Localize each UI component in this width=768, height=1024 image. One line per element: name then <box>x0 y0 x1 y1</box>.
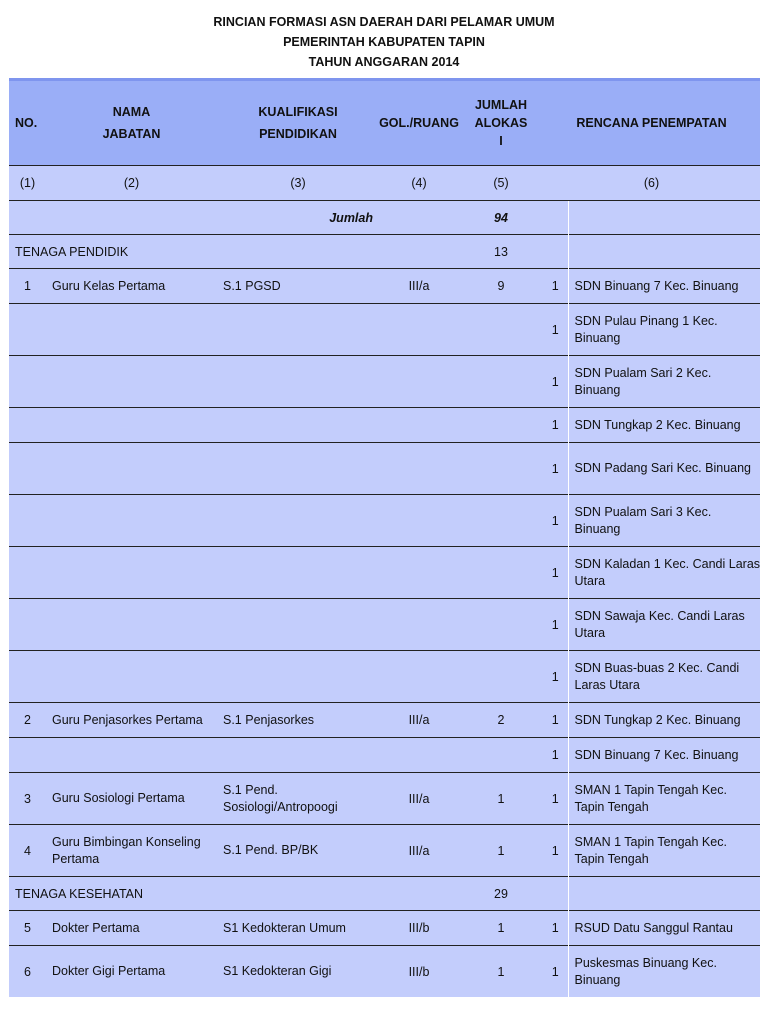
cell-rencana-penempatan: SDN Pualam Sari 3 Kec. Binuang <box>568 495 760 547</box>
header-jum-line-3: I <box>499 134 503 148</box>
cell-kualifikasi <box>217 304 379 356</box>
empty-cell <box>568 201 760 235</box>
cell-no <box>9 547 46 599</box>
header-jumlah-alokasi <box>459 80 543 166</box>
cell-rencana-penempatan: SDN Padang Sari Kec. Binuang <box>568 443 760 495</box>
header-rencana-penempatan: RENCANA PENEMPATAN <box>543 80 760 166</box>
cell-jumlah: 9 <box>459 269 543 304</box>
index-row <box>9 166 760 201</box>
table-row <box>9 946 760 998</box>
empty-cell <box>543 201 568 235</box>
cell-gol-ruang: III/a <box>379 269 459 304</box>
cell-count: 1 <box>543 738 568 773</box>
index-cell: (4) <box>379 166 459 201</box>
cell-gol-ruang: III/b <box>379 946 459 998</box>
cell-nama-jabatan <box>46 443 217 495</box>
cell-count: 1 <box>543 911 568 946</box>
cell-nama-jabatan <box>46 547 217 599</box>
cell-gol-ruang <box>379 738 459 773</box>
cell-count: 1 <box>543 356 568 408</box>
cell-gol-ruang <box>379 651 459 703</box>
cell-jumlah <box>459 304 543 356</box>
cell-jumlah: 1 <box>459 825 543 877</box>
cell-count: 1 <box>543 599 568 651</box>
title-line-3: TAHUN ANGGARAN 2014 <box>308 55 460 69</box>
cell-rencana-penempatan: SMAN 1 Tapin Tengah Kec. Tapin Tengah <box>568 773 760 825</box>
cell-rencana-penempatan: Puskesmas Binuang Kec. Binuang <box>568 946 760 998</box>
document-title <box>0 12 768 72</box>
table-row <box>9 651 760 703</box>
header-nama-jabatan <box>46 80 217 166</box>
header-gol-ruang: GOL./RUANG <box>379 80 459 166</box>
empty-cell <box>568 235 760 269</box>
section-total: 13 <box>459 235 543 269</box>
index-cell: (3) <box>217 166 379 201</box>
empty-cell <box>543 877 568 911</box>
jumlah-value: 94 <box>459 201 543 235</box>
cell-count: 1 <box>543 825 568 877</box>
index-cell: (1) <box>9 166 46 201</box>
cell-no: 4 <box>9 825 46 877</box>
cell-jumlah <box>459 651 543 703</box>
cell-nama-jabatan <box>46 408 217 443</box>
cell-nama-jabatan: Guru Kelas Pertama <box>46 269 217 304</box>
cell-nama-jabatan: Dokter Pertama <box>46 911 217 946</box>
cell-gol-ruang: III/b <box>379 911 459 946</box>
table-row <box>9 911 760 946</box>
cell-kualifikasi <box>217 443 379 495</box>
cell-nama-jabatan <box>46 304 217 356</box>
header-kual-line-2: PENDIDIKAN <box>259 127 337 141</box>
header-jum-line-2: ALOKAS <box>474 116 528 130</box>
empty-cell <box>568 877 760 911</box>
jumlah-label: Jumlah <box>9 201 379 235</box>
table-row <box>9 495 760 547</box>
cell-rencana-penempatan: SDN Binuang 7 Kec. Binuang <box>568 269 760 304</box>
cell-no <box>9 738 46 773</box>
cell-gol-ruang <box>379 408 459 443</box>
header-kualifikasi <box>217 80 379 166</box>
cell-rencana-penempatan: SDN Kaladan 1 Kec. Candi Laras Utara <box>568 547 760 599</box>
cell-gol-ruang <box>379 443 459 495</box>
cell-jumlah <box>459 547 543 599</box>
cell-jumlah <box>459 408 543 443</box>
cell-nama-jabatan: Guru Bimbingan Konseling Pertama <box>46 825 217 877</box>
cell-nama-jabatan <box>46 356 217 408</box>
table-row <box>9 443 760 495</box>
cell-kualifikasi <box>217 356 379 408</box>
cell-gol-ruang <box>379 599 459 651</box>
cell-kualifikasi: S1 Kedokteran Umum <box>217 911 379 946</box>
cell-nama-jabatan <box>46 599 217 651</box>
cell-jumlah <box>459 495 543 547</box>
cell-no: 1 <box>9 269 46 304</box>
jumlah-row <box>9 201 760 235</box>
cell-gol-ruang <box>379 356 459 408</box>
cell-rencana-penempatan: SDN Tungkap 2 Kec. Binuang <box>568 408 760 443</box>
cell-rencana-penempatan: RSUD Datu Sanggul Rantau <box>568 911 760 946</box>
cell-count: 1 <box>543 408 568 443</box>
cell-rencana-penempatan: SDN Tungkap 2 Kec. Binuang <box>568 703 760 738</box>
table-row <box>9 408 760 443</box>
table-row <box>9 547 760 599</box>
cell-nama-jabatan: Dokter Gigi Pertama <box>46 946 217 998</box>
cell-rencana-penempatan: SDN Pualam Sari 2 Kec. Binuang <box>568 356 760 408</box>
cell-no: 3 <box>9 773 46 825</box>
header-jum-line-1: JUMLAH <box>474 98 528 112</box>
table-row <box>9 304 760 356</box>
cell-count: 1 <box>543 946 568 998</box>
cell-jumlah: 2 <box>459 703 543 738</box>
formation-table <box>9 78 760 997</box>
table-row <box>9 269 760 304</box>
cell-kualifikasi: S.1 Pend. BP/BK <box>217 825 379 877</box>
cell-jumlah <box>459 599 543 651</box>
section-row <box>9 877 760 911</box>
cell-kualifikasi: S.1 Pend. Sosiologi/Antropoogi <box>217 773 379 825</box>
cell-rencana-penempatan: SDN Binuang 7 Kec. Binuang <box>568 738 760 773</box>
cell-gol-ruang <box>379 495 459 547</box>
cell-count: 1 <box>543 495 568 547</box>
cell-jumlah: 1 <box>459 911 543 946</box>
cell-no <box>9 443 46 495</box>
cell-rencana-penempatan: SDN Pulau Pinang 1 Kec. Binuang <box>568 304 760 356</box>
cell-gol-ruang <box>379 547 459 599</box>
cell-nama-jabatan: Guru Penjasorkes Pertama <box>46 703 217 738</box>
cell-no: 5 <box>9 911 46 946</box>
cell-nama-jabatan <box>46 495 217 547</box>
title-line-1: RINCIAN FORMASI ASN DAERAH DARI PELAMAR UMUM <box>213 15 555 29</box>
cell-no <box>9 356 46 408</box>
cell-kualifikasi <box>217 599 379 651</box>
cell-rencana-penempatan: SMAN 1 Tapin Tengah Kec. Tapin Tengah <box>568 825 760 877</box>
cell-gol-ruang: III/a <box>379 773 459 825</box>
cell-kualifikasi <box>217 651 379 703</box>
cell-jumlah: 1 <box>459 773 543 825</box>
cell-jumlah <box>459 738 543 773</box>
header-nama-line-1: NAMA <box>112 105 151 119</box>
section-row <box>9 235 760 269</box>
cell-rencana-penempatan: SDN Sawaja Kec. Candi Laras Utara <box>568 599 760 651</box>
cell-count: 1 <box>543 443 568 495</box>
table-row <box>9 703 760 738</box>
table-header <box>9 80 760 166</box>
table-row <box>9 738 760 773</box>
cell-count: 1 <box>543 304 568 356</box>
cell-no <box>9 408 46 443</box>
cell-jumlah: 1 <box>459 946 543 998</box>
cell-no: 2 <box>9 703 46 738</box>
header-nama-line-2: JABATAN <box>102 127 161 141</box>
empty-cell <box>543 235 568 269</box>
cell-jumlah <box>459 443 543 495</box>
cell-nama-jabatan <box>46 651 217 703</box>
header-no: NO. <box>9 80 46 166</box>
cell-no: 6 <box>9 946 46 998</box>
cell-kualifikasi: S.1 Penjasorkes <box>217 703 379 738</box>
empty-cell <box>379 201 459 235</box>
cell-kualifikasi <box>217 738 379 773</box>
cell-jumlah <box>459 356 543 408</box>
cell-kualifikasi <box>217 495 379 547</box>
cell-no <box>9 304 46 356</box>
cell-no <box>9 651 46 703</box>
cell-kualifikasi <box>217 547 379 599</box>
cell-gol-ruang: III/a <box>379 703 459 738</box>
cell-kualifikasi: S1 Kedokteran Gigi <box>217 946 379 998</box>
title-line-2: PEMERINTAH KABUPATEN TAPIN <box>283 35 485 49</box>
cell-no <box>9 599 46 651</box>
cell-gol-ruang: III/a <box>379 825 459 877</box>
cell-nama-jabatan: Guru Sosiologi Pertama <box>46 773 217 825</box>
table-row <box>9 356 760 408</box>
table-row <box>9 825 760 877</box>
section-label: TENAGA KESEHATAN <box>9 877 459 911</box>
section-label: TENAGA PENDIDIK <box>9 235 459 269</box>
index-cell: (5) <box>459 166 543 201</box>
index-cell: (2) <box>46 166 217 201</box>
cell-count: 1 <box>543 651 568 703</box>
index-cell: (6) <box>543 166 760 201</box>
table-row <box>9 773 760 825</box>
cell-count: 1 <box>543 547 568 599</box>
cell-count: 1 <box>543 773 568 825</box>
cell-count: 1 <box>543 269 568 304</box>
cell-kualifikasi <box>217 408 379 443</box>
table-row <box>9 599 760 651</box>
cell-rencana-penempatan: SDN Buas-buas 2 Kec. Candi Laras Utara <box>568 651 760 703</box>
cell-nama-jabatan <box>46 738 217 773</box>
cell-kualifikasi: S.1 PGSD <box>217 269 379 304</box>
header-kual-line-1: KUALIFIKASI <box>258 105 338 119</box>
section-total: 29 <box>459 877 543 911</box>
cell-gol-ruang <box>379 304 459 356</box>
cell-count: 1 <box>543 703 568 738</box>
cell-no <box>9 495 46 547</box>
